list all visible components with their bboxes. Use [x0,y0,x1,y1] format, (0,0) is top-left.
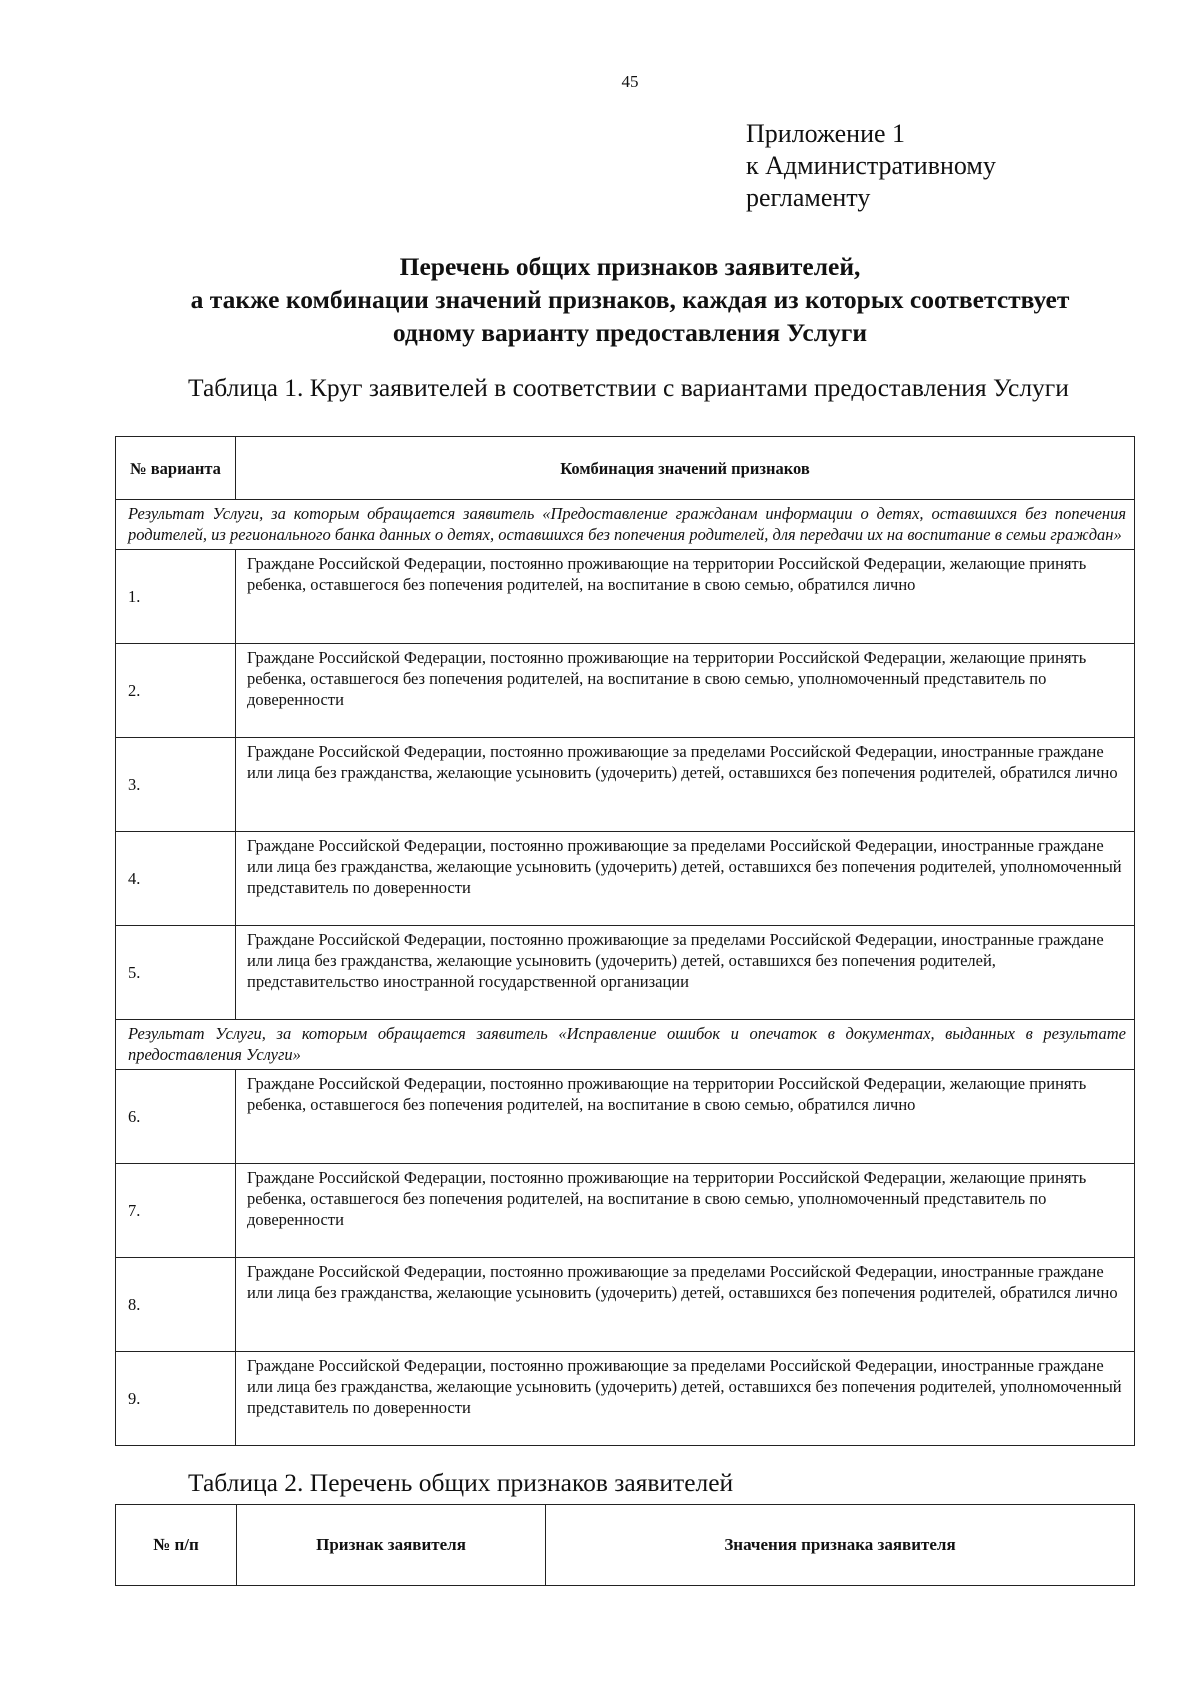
variant-description: Граждане Российской Федерации, постоянно проживающие на территории Российской Федерации, желающие принять ребенка, оставшегося без попечения родителей, на воспитание в свою семью, обратился лично [236,1070,1135,1164]
group-row-2 [116,1020,1135,1070]
header-attribute: Признак заявителя [237,1505,546,1586]
variant-description: Граждане Российской Федерации, постоянно проживающие за пределами Российской Федерации, иностранные граждане или лица без гражданства, желающие усыновить (удочерить) детей, оставшихся без попечения родителей, уполномоченный представитель по доверенности [236,1352,1135,1446]
table-row [116,644,1135,738]
header-item-number: № п/п [116,1505,237,1586]
appendix-line-3: регламенту [746,183,871,212]
variant-number: 6. [116,1070,236,1164]
table-row [116,1164,1135,1258]
variant-number: 3. [116,738,236,832]
table-row [116,1070,1135,1164]
header-attribute-values: Значения признака заявителя [546,1505,1135,1586]
variants-table [115,436,1135,1446]
table-row [116,1258,1135,1352]
group-row-1 [116,500,1135,550]
variant-number: 9. [116,1352,236,1446]
variant-description: Граждане Российской Федерации, постоянно проживающие на территории Российской Федерации, желающие принять ребенка, оставшегося без попечения родителей, на воспитание в свою семью, уполномоченный представитель по доверенности [236,644,1135,738]
title-line-3: одному варианту предоставления Услуги [392,318,868,347]
table-2-caption: Таблица 2. Перечень общих признаков заявителей [188,1468,734,1497]
table-2-header-row [116,1505,1135,1586]
group-2-description: Результат Услуги, за которым обращается заявитель «Исправление ошибок и опечаток в документах, выданных в результате предоставления Услуги» [116,1020,1135,1070]
appendix-note [746,118,996,214]
variant-description: Граждане Российской Федерации, постоянно проживающие на территории Российской Федерации, желающие принять ребенка, оставшегося без попечения родителей, на воспитание в свою семью, обратился лично [236,550,1135,644]
table-row [116,926,1135,1020]
table-1-caption: Таблица 1. Круг заявителей в соответствии с вариантами предоставления Услуги [188,373,1069,402]
document-title [100,250,1160,349]
variant-number: 2. [116,644,236,738]
title-line-1: Перечень общих признаков заявителей, [399,252,861,281]
variant-number: 8. [116,1258,236,1352]
group-1-description: Результат Услуги, за которым обращается заявитель «Предоставление гражданам информации о детях, оставшихся без попечения родителей, из регионального банка данных о детях, оставшихся без попечения родителей, для передачи их на воспитание в семьи граждан» [116,500,1135,550]
title-line-2: а также комбинации значений признаков, каждая из которых соответствует [190,285,1070,314]
variant-description: Граждане Российской Федерации, постоянно проживающие за пределами Российской Федерации, иностранные граждане или лица без гражданства, желающие усыновить (удочерить) детей, оставшихся без попечения родителей, обратился лично [236,1258,1135,1352]
variant-description: Граждане Российской Федерации, постоянно проживающие за пределами Российской Федерации, иностранные граждане или лица без гражданства, желающие усыновить (удочерить) детей, оставшихся без попечения родителей, обратился лично [236,738,1135,832]
table-row [116,832,1135,926]
variant-description: Граждане Российской Федерации, постоянно проживающие на территории Российской Федерации, желающие принять ребенка, оставшегося без попечения родителей, на воспитание в свою семью, уполномоченный представитель по доверенности [236,1164,1135,1258]
variant-number: 4. [116,832,236,926]
variant-number: 7. [116,1164,236,1258]
table-row [116,550,1135,644]
table-header-row [116,437,1135,500]
variant-description: Граждане Российской Федерации, постоянно проживающие за пределами Российской Федерации, иностранные граждане или лица без гражданства, желающие усыновить (удочерить) детей, оставшихся без попечения родителей, уполномоченный представитель по доверенности [236,832,1135,926]
variant-number: 1. [116,550,236,644]
appendix-line-1: Приложение 1 [746,119,906,148]
table-row [116,1352,1135,1446]
attributes-table [115,1504,1135,1586]
variant-description: Граждане Российской Федерации, постоянно проживающие за пределами Российской Федерации, иностранные граждане или лица без гражданства, желающие усыновить (удочерить) детей, оставшихся без попечения родителей, представительство иностранной государственной организации [236,926,1135,1020]
header-combination: Комбинация значений признаков [236,437,1135,500]
table-row [116,738,1135,832]
appendix-line-2: к Административному [746,151,996,180]
page-number: 45 [621,72,639,91]
variant-number: 5. [116,926,236,1020]
header-variant-number: № варианта [116,437,236,500]
